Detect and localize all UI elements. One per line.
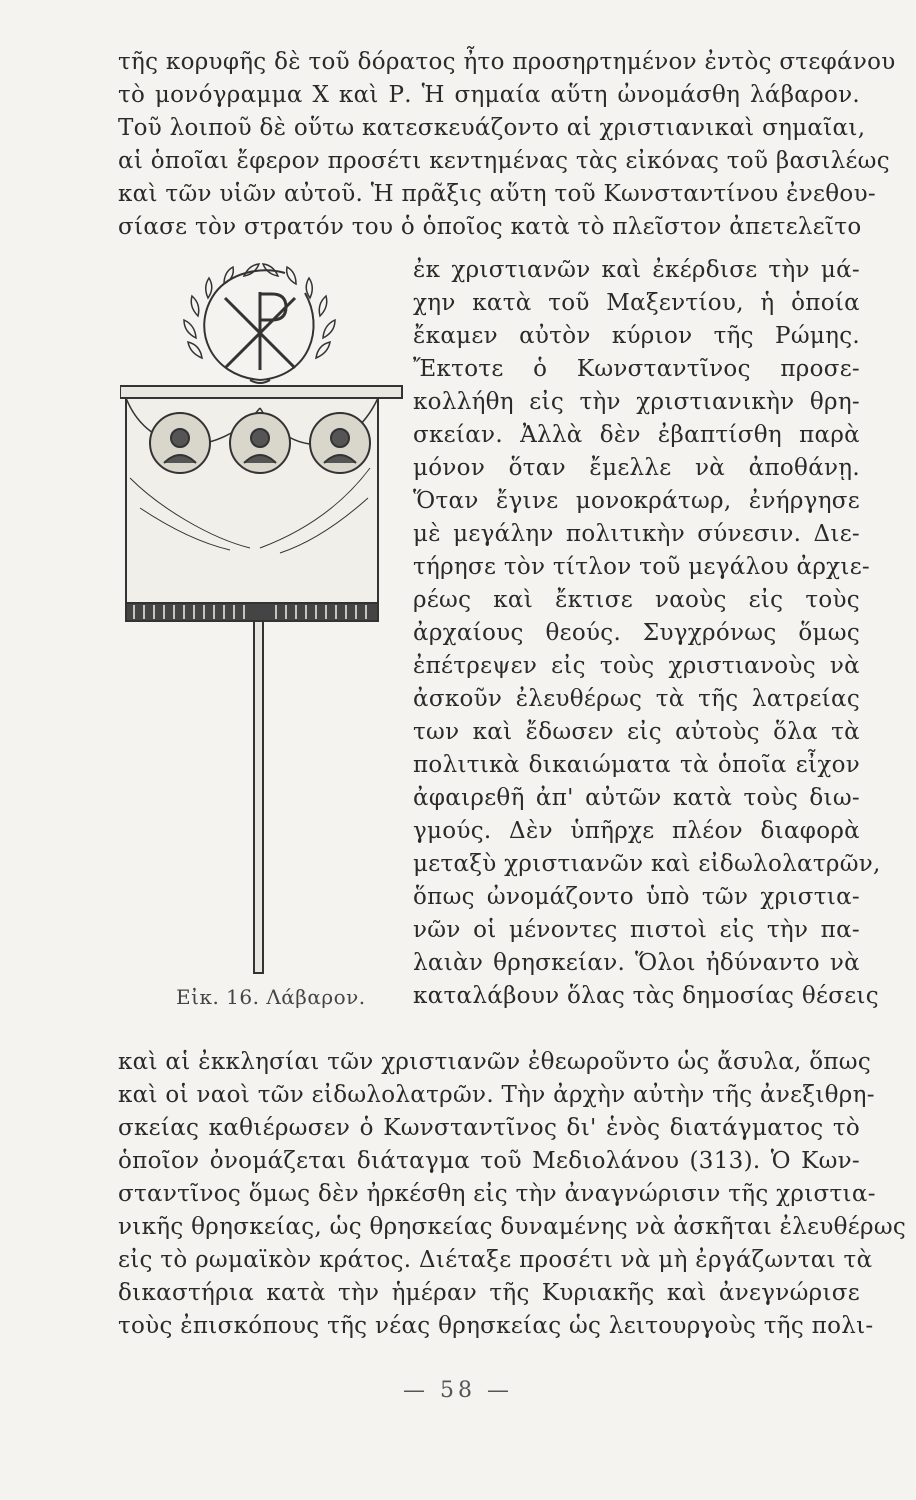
text-line: τήρησε τὸν τίτλον τοῦ μεγάλου ἀρχιε- [413, 554, 870, 580]
text-line: αἱ ὁποῖαι ἔφερον προσέτι κεντημένας τὰς εἰκόνας τοῦ βασιλέως [118, 148, 890, 174]
text-line: τὸ μονόγραμμα Χ καὶ Ρ. Ἡ σημαία αὕτη ὠνομάσθη λάβαρον. [118, 82, 860, 108]
figure-caption: Εἰκ. 16. Λάβαρον. [176, 985, 366, 1009]
text-line: σκείας καθιέρωσεν ὁ Κωνσταντῖνος δι' ἑνὸς διατάγματος τὸ [118, 1115, 860, 1141]
text-line: Ὅταν ἔγινε μονοκράτωρ, ἐνήργησε [413, 488, 860, 514]
text-line: ρέως καὶ ἔκτισε ναοὺς εἰς τοὺς [413, 587, 860, 613]
text-line: τοὺς ἐπισκόπους τῆς νέας θρησκείας ὡς λειτουργοὺς τῆς πολι- [118, 1313, 874, 1339]
text-line: καὶ τῶν υἱῶν αὐτοῦ. Ἡ πρᾶξις αὕτη τοῦ Κωνσταντίνου ἐνεθου- [118, 181, 876, 207]
text-line: κολλήθη εἰς τὴν χριστιανικὴν θρη- [413, 389, 860, 415]
text-line: καταλάβουν ὅλας τὰς δημοσίας θέσεις [413, 983, 879, 1009]
text-line: πολιτικὰ δικαιώματα τὰ ὁποῖα εἶχον [413, 752, 860, 778]
text-line: ἀρχαίους θεούς. Συγχρόνως ὅμως [413, 620, 860, 646]
portrait-medallions-icon [150, 413, 370, 473]
text-line: μεταξὺ χριστιανῶν καὶ εἰδωλολατρῶν, [413, 851, 881, 877]
text-line: νῶν οἱ μένοντες πιστοὶ εἰς τὴν πα- [413, 917, 860, 943]
text-line: των καὶ ἔδωσεν εἰς αὐτοὺς ὅλα τὰ [413, 719, 860, 745]
text-line: χην κατὰ τοῦ Μαξεντίου, ἡ ὁποία [413, 290, 860, 316]
text-block-top [118, 46, 896, 244]
text-line: τῆς κορυφῆς δὲ τοῦ δόρατος ἦτο προσηρτημένον ἐντὸς στεφάνου [118, 49, 896, 75]
page-number: — 58 — [403, 1378, 513, 1403]
chi-rho-monogram-icon [225, 292, 295, 370]
text-line: εἰς τὸ ρωμαϊκὸν κράτος. Διέταξε προσέτι νὰ μὴ ἐργάζωνται τὰ [118, 1247, 873, 1273]
text-line: ὅπως ὠνομάζοντο ὑπὸ τῶν χριστια- [413, 884, 860, 910]
text-line: σκείαν. Ἀλλὰ δὲν ἐβαπτίσθη παρὰ [413, 422, 860, 448]
text-line: νικῆς θρησκείας, ὡς θρησκείας δυναμένης νὰ ἀσκῆται ἐλευθέρως [118, 1214, 907, 1240]
text-line: καὶ οἱ ναοὶ τῶν εἰδωλολατρῶν. Τὴν ἀρχὴν αὐτὴν τῆς ἀνεξιθρη- [118, 1082, 875, 1108]
text-block-wrap [413, 254, 881, 1013]
crossbar [120, 386, 402, 398]
text-line: ἐπέτρεψεν εἰς τοὺς χριστιανοὺς νὰ [413, 653, 860, 679]
text-line: ἀφαιρεθῆ ἀπ' αὐτῶν κατὰ τοὺς διω- [413, 785, 860, 811]
text-line: ἀσκοῦν ἐλευθέρως τὰ τῆς λατρείας [413, 686, 860, 712]
text-line: γμούς. Δὲν ὑπῆρχε πλέον διαφορὰ [413, 818, 860, 844]
text-line: λαιὰν θρησκείαν. Ὅλοι ἠδύναντο νὰ [413, 950, 860, 976]
text-line: ἔκαμεν αὐτὸν κύριον τῆς Ρώμης. [413, 323, 860, 349]
text-line: δικαστήρια κατὰ τὴν ἡμέραν τῆς Κυριακῆς καὶ ἀνεγνώρισε [118, 1280, 860, 1306]
text-line: σίασε τὸν στρατόν του ὁ ὁποῖος κατὰ τὸ πλεῖστον ἀπετελεῖτο [118, 214, 862, 240]
text-line: μὲ μεγάλην πολιτικὴν σύνεσιν. Διε- [413, 521, 860, 547]
text-line: Τοῦ λοιποῦ δὲ οὕτω κατεσκευάζοντο αἱ χριστιανικαὶ σημαῖαι, [118, 115, 866, 141]
text-block-bottom [118, 1046, 907, 1343]
text-line: Ἔκτοτε ὁ Κωνσταντῖνος προσε- [413, 356, 860, 382]
text-line: μόνον ὅταν ἔμελλε νὰ ἀποθάνῃ. [413, 455, 860, 481]
text-line: ἐκ χριστιανῶν καὶ ἐκέρδισε τὴν μά- [413, 257, 860, 283]
text-line: σταντῖνος ὅμως δὲν ἠρκέσθη εἰς τὴν ἀναγνώρισιν τῆς χριστια- [118, 1181, 876, 1207]
labarum-illustration [120, 258, 405, 978]
text-line: καὶ αἱ ἐκκλησίαι τῶν χριστιανῶν ἐθεωροῦντο ὡς ἄσυλα, ὅπως [118, 1049, 872, 1075]
pole [254, 621, 263, 973]
text-line: ὁποῖον ὀνομάζεται διάταγμα τοῦ Μεδιολάνου (313). Ὁ Κων- [118, 1148, 860, 1174]
